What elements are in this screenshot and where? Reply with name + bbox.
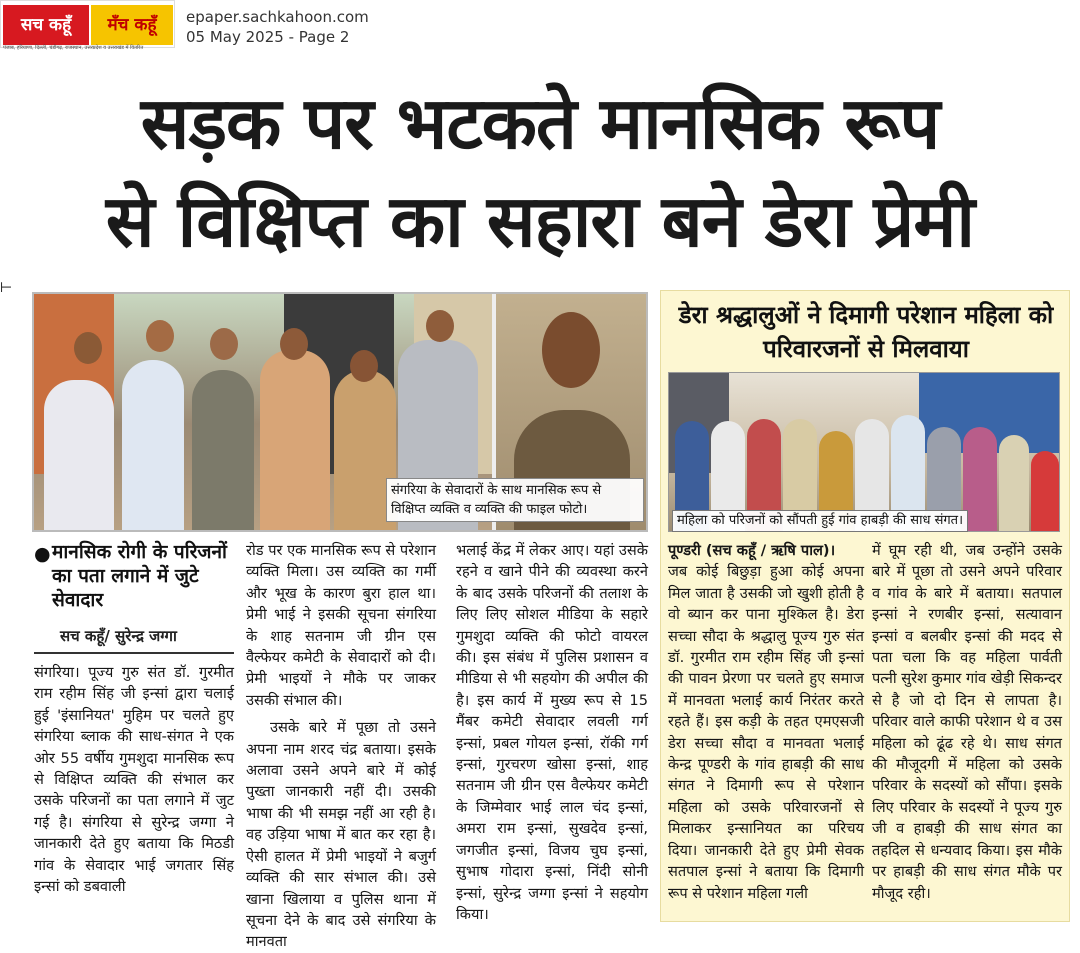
logo-text-left: सच कहूँ [3,5,89,45]
left-byline: सच कहूँ/ सुरेन्द्र जग्गा [60,627,177,645]
epaper-header [0,0,1080,56]
crop-marker-icon: ⊢ [0,280,13,296]
left-article-column-2 [246,540,436,953]
right-article-photo [668,372,1060,532]
right-col1-text: जब कोई बिछुड़ा हुआ कोई अपना मिल जाता है उसकी जो खुशी होती है वो ब्यान कर पाना मुश्किल है। डेरा सच्चा सौदा के श्रद्धालु पूज्य गुरु संत डॉ. गुरमीत राम रहीम सिंह जी इन्सां की पावन प्रेरणा पर चलते हुए समाज में मानवता भलाई कार्य निरंतर करते रहते हैं। इस कड़ी के तहत एमएसजी डेरा सच्चा सौदा व मानवता भलाई केन्द्र पूण्डरी के गांव हाबड़ी की साध संगत ने दिमागी रूप से परेशान महिला को उसके परिवारजनों से मिलाकर इन्सानियत का परिचय दिया। जानकारी देते हुए प्रेमी सेवक सतपाल इन्सां ने बताया कि दिमागी रूप से परेशान महिला गली [668,563,864,902]
byline-divider [34,652,234,654]
right-col2-text: में घूम रही थी, जब उन्होंने उसके बारे में पूछा तो उसने अपने परिवार व गांव के बारे में बताया। सतपाल इन्सां ने रणबीर इन्सां, सत्यावान इन्सां व बलबीर इन्सां की मदद से पता चला कि वह महिला पार्वती पत्नी सुरेश कुमार गांव खेड़ी सिकन्दर से है जो दो दिन से लापता है। परिवार वाले काफी परेशान थे व उस महिला को ढूंढ रहे थे। साध संगत की मौजूदगी में महिला को उसके परिवार के सदस्यों को सौंपा। इसके लिए परिवार के सदस्यों ने पूज्य गुरु जी व हाबड़ी की साध संगत का तहदिल से धन्यवाद किया। इस मौके पर हाबड़ी की साध संगत मौके पर मौजूद रही। [872,542,1063,902]
main-headline-line-1: सड़क पर भटकते मानसिक रूप [140,81,940,165]
left-photo-caption: संगरिया के सेवादारों के साथ मानसिक रूप से विक्षिप्त व्यक्ति व व्यक्ति की फाइल फोटो। [386,478,644,522]
left-col1-text: संगरिया। पूज्य गुरु संत डॉ. गुरमीत राम रहीम सिंह जी इन्सां द्वारा चलाई हुई 'इंसानियत' मुहिम पर चलते हुए संगरिया ब्लाक की साध-संगत ने एक ओर 55 वर्षीय गुमशुदा मानसिक रूप से विक्षिप्त व्यक्ति की संभाल कर उसके परिजनों का पता लगाने में जुट गई है। संगरिया से सुरेन्द्र जग्गा ने जानकारी देते हुए बताया कि मिठडी गांव के सेवादार भाई जगतार सिंह इन्सां को डबवाली [34,664,234,896]
right-article-column-2 [872,540,1062,904]
epaper-date-page: 05 May 2025 - Page 2 [186,28,350,46]
left-article-column-3 [456,540,648,925]
main-headline-line-2: से विक्षिप्त का सहारा बने डेरा प्रेमी [105,179,975,263]
left-col3-text: भलाई केंद्र में लेकर आए। यहां उसके रहने व खाने पीने की व्यवस्था करने के बाद उसके परिजनों की तलाश के लिए लिए सोशल मीडिया के सहारे गुमशुदा व्यक्ति की फोटो वायरल की। इस संबंध में पुलिस प्रशासन व मीडिया से भी सहयोग की अपील की है। इस कार्य में मुख्य रूप से 15 मैंबर कमेटी सेवादार लवली गर्ग इन्सां, प्रबल गोयल इन्सां, रॉकी गर्ग इन्सां, गुरचरण खोसा इन्सां, शाह सतनाम जी ग्रीन एस वैल्फेयर कमेटी के जिम्मेवार भाई लाल चंद इन्सां, अमरा राम इन्सां, सुखदेव इन्सां, जगजीत इन्सां, विजय चुघ इन्सां, सुभाष गोदारा इन्सां, निंदी सोनी इन्सां, सुरेन्द्र जग्गा इन्सां ने सहयोग किया। [456,542,648,923]
left-article-column-1 [34,662,234,897]
right-photo-caption: महिला को परिजनों को सौंपती हुई गांव हाबड़ी की साध संगत। [672,510,968,532]
left-col2-text: रोड पर एक मानसिक रूप से परेशान व्यक्ति मिला। उस व्यक्ति का गर्मी और भूख के कारण बुरा हाल था। प्रेमी भाई ने इसकी सूचना संगरिया के शाह सतनाम जी ग्रीन एस वैल्फेयर कमेटी के सेवादारों को दी। प्रेमी भाइयों ने मौके पर जाकर उसकी संभाल की। [246,542,436,709]
left-col2b-text: उसके बारे में पूछा तो उसने अपना नाम शरद चंद्र बताया। इसके अलावा उसने अपने बारे में कोई पुख्ता जानकारी नहीं दी। उसकी भाषा की भी समझ नहीं आ रही है। वह उड़िया भाषा में बात कर रहा है। ऐसी हालत में प्रेमी भाइयों ने बजुर्ग व्यक्ति की सार संभाल की। उसे खाना खिलाया व पुलिस थाना में सूचना देने के बाद उसे संगरिया के मानवता [246,719,436,951]
logo-subtext: पंजाब, हरियाणा, दिल्ली, चंडीगढ़, राजस्थान, उत्तरप्रदेश व उत्तराखंड में वितरित [3,45,144,51]
right-article-headline: डेरा श्रद्धालुओं ने दिमागी परेशान महिला को परिवारजनों से मिलवाया [678,301,1054,363]
right-article-column-1 [668,540,864,904]
left-sidehead [34,540,234,612]
epaper-url[interactable]: epaper.sachkahoon.com [186,8,369,26]
sachkahoon-logo[interactable] [0,0,175,51]
right-dateline: पूण्डरी (सच कहूँ / ऋषि पाल)। [668,542,836,559]
bullet-icon: ● [34,543,51,565]
left-sidehead-text: मानसिक रोगी के परिजनों का पता लगाने में जुटे सेवादार [52,541,227,611]
logo-text-right: मँच कहूँ [91,5,173,45]
